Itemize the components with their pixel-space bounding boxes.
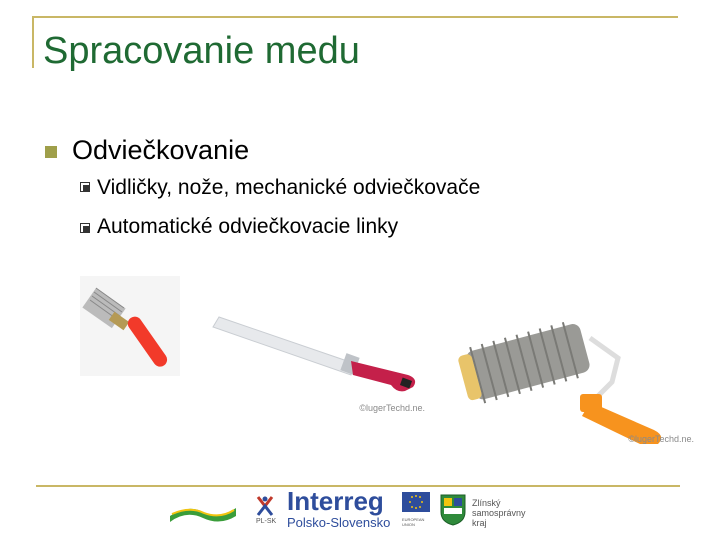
bullet-text: Odviečkovanie: [72, 135, 250, 165]
image-watermark: ©lugerTechd.ne.: [359, 403, 425, 413]
slide-title: Spracovanie medu: [43, 30, 360, 72]
sub-bullet-icon: [80, 223, 90, 233]
interreg-wordmark: Interreg: [287, 486, 384, 516]
bullet-square-icon: [45, 146, 57, 158]
interreg-region: Polsko-Slovensko: [287, 515, 391, 530]
eu-flag-logo: [402, 492, 432, 527]
region-name-line: kraj: [472, 518, 487, 528]
euroregion-logo: [168, 502, 238, 524]
slide-frame-left: [32, 16, 34, 68]
plsk-logo: [250, 493, 280, 531]
sub-bullet-text: Vidličky, nože, mechanické odviečkovače: [97, 176, 481, 199]
uncapping-roller-image: [440, 298, 700, 448]
uncapping-knife-image: [183, 255, 431, 417]
region-name-line: samosprávny: [472, 508, 526, 518]
eu-flag-caption: EUROPEAN UNION: [402, 517, 425, 527]
region-name-line: Zlínský: [472, 498, 501, 508]
slide-frame-top: [32, 16, 678, 18]
region-coat-of-arms-icon: [440, 494, 466, 526]
sub-bullet-icon: [80, 182, 90, 192]
region-name: [472, 498, 526, 528]
uncapping-fork-image: [80, 276, 180, 376]
plsk-label: PL-SK: [256, 518, 277, 525]
interreg-logo: [287, 487, 390, 531]
sub-bullet-text: Automatické odviečkovacie linky: [97, 215, 399, 238]
image-watermark: ©lugerTechd.ne.: [628, 434, 694, 444]
